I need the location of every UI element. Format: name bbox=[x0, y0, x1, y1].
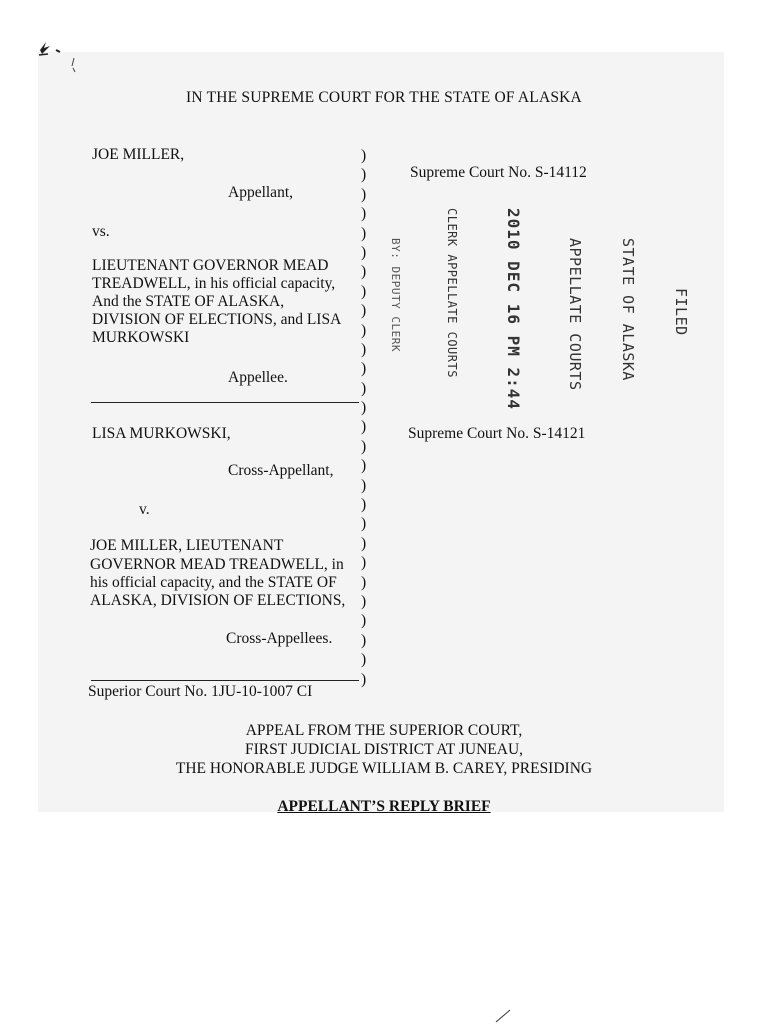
caption-parenthesis: ) bbox=[361, 147, 367, 164]
caption-parenthesis: ) bbox=[361, 340, 367, 358]
case2-party1: LISA MURKOWSKI, bbox=[92, 425, 231, 442]
case1-party2-role: Appellee. bbox=[228, 369, 288, 386]
case1-party2-line: And the STATE OF ALASKA, bbox=[92, 293, 285, 310]
caption-parenthesis: ) bbox=[361, 282, 367, 300]
case1-case-number: Supreme Court No. S-14112 bbox=[410, 164, 587, 181]
caption-parenthesis: ) bbox=[361, 379, 367, 397]
bottom-pen-mark bbox=[494, 1008, 514, 1029]
caption-parenthesis: ) bbox=[361, 185, 367, 203]
case2-case-number: Supreme Court No. S-14121 bbox=[408, 425, 586, 442]
case2-party2-line: his official capacity, and the STATE OF bbox=[90, 574, 337, 591]
stamp-line: FILED bbox=[672, 288, 690, 336]
case2-versus: v. bbox=[139, 501, 150, 518]
case1-versus: vs. bbox=[92, 223, 110, 240]
caption-parenthesis: ) bbox=[361, 321, 367, 339]
caption-parenthesis: ) bbox=[361, 573, 367, 591]
case1-party2-line: TREADWELL, in his official capacity, bbox=[92, 275, 336, 292]
caption-parenthesis: ) bbox=[361, 243, 367, 261]
caption-parenthesis: ) bbox=[361, 399, 367, 417]
stamp-line: STATE OF ALASKA bbox=[619, 238, 637, 381]
superior-court-number: Superior Court No. 1JU-10-1007 CI bbox=[88, 683, 313, 700]
court-title: IN THE SUPREME COURT FOR THE STATE OF ALASKA bbox=[186, 89, 582, 106]
case1-party1: JOE MILLER, bbox=[92, 146, 185, 163]
stamp-line: APPELLATE COURTS bbox=[566, 238, 584, 391]
caption-parenthesis: ) bbox=[361, 515, 367, 533]
case2-party2-line: ALASKA, DIVISION OF ELECTIONS, bbox=[90, 592, 346, 609]
caption-parenthesis: ) bbox=[361, 437, 367, 455]
case1-party1-role: Appellant, bbox=[228, 184, 293, 201]
case1-party2-line: LIEUTENANT GOVERNOR MEAD bbox=[92, 257, 329, 274]
case2-party2-line: GOVERNOR MEAD TREADWELL, in bbox=[90, 556, 344, 573]
caption-parenthesis: ) bbox=[361, 476, 367, 494]
caption-parenthesis: ) bbox=[361, 631, 367, 649]
case2-party2-line: JOE MILLER, LIEUTENANT bbox=[90, 537, 284, 554]
caption-parenthesis: ) bbox=[361, 612, 367, 630]
caption-parenthesis: ) bbox=[361, 457, 367, 475]
appeal-line: FIRST JUDICIAL DISTRICT AT JUNEAU, bbox=[244, 741, 524, 758]
case2-party2-role: Cross-Appellees. bbox=[226, 630, 333, 647]
case2-party1-role: Cross-Appellant, bbox=[228, 462, 334, 479]
caption-parenthesis: ) bbox=[361, 360, 367, 378]
caption-parenthesis: ) bbox=[361, 592, 367, 610]
margin-scribble-mark bbox=[34, 36, 84, 87]
case1-party2-line: MURKOWSKI bbox=[92, 329, 190, 346]
brief-title: APPELLANT’S REPLY BRIEF bbox=[277, 798, 491, 815]
caption-parenthesis: ) bbox=[361, 263, 367, 281]
caption-parenthesis: ) bbox=[361, 166, 367, 184]
caption-parenthesis: ) bbox=[361, 670, 367, 688]
caption-divider bbox=[91, 680, 359, 681]
stamp-line: 2010 DEC 16 PM 2:44 bbox=[504, 208, 523, 411]
caption-divider bbox=[91, 402, 359, 403]
caption-parenthesis: ) bbox=[361, 302, 367, 320]
caption-parenthesis: ) bbox=[361, 496, 367, 514]
caption-parenthesis: ) bbox=[361, 651, 367, 669]
appeal-line: THE HONORABLE JUDGE WILLIAM B. CAREY, PRESIDING bbox=[175, 760, 593, 777]
case1-party2-line: DIVISION OF ELECTIONS, and LISA bbox=[92, 311, 342, 328]
caption-parenthesis: ) bbox=[361, 534, 367, 552]
appeal-line: APPEAL FROM THE SUPERIOR COURT, bbox=[245, 722, 523, 739]
stamp-line: BY: DEPUTY CLERK bbox=[389, 238, 402, 352]
caption-parenthesis: ) bbox=[361, 205, 367, 223]
caption-parenthesis: ) bbox=[361, 418, 367, 436]
caption-parenthesis: ) bbox=[361, 224, 367, 242]
stamp-line: CLERK APPELLATE COURTS bbox=[445, 208, 459, 378]
caption-parenthesis: ) bbox=[361, 554, 367, 572]
